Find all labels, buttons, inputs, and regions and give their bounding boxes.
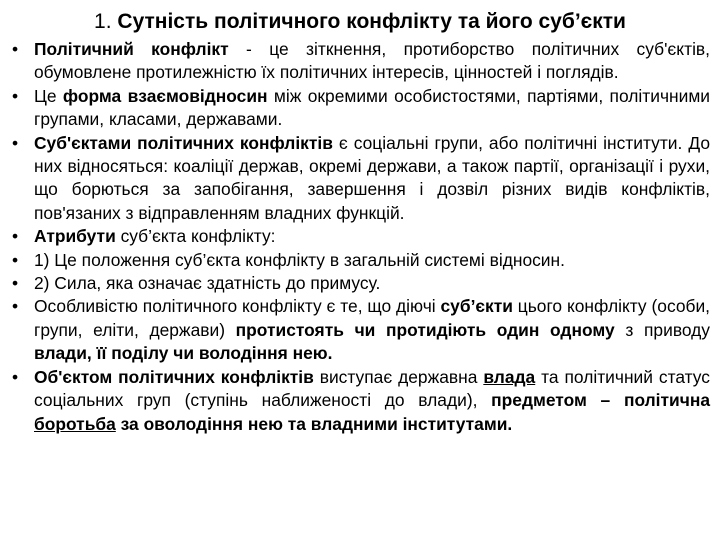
- term-power: влади, її поділу чи володіння нею.: [34, 343, 333, 364]
- bullet-item-peculiarity: [10, 295, 710, 365]
- bullet-icon: •: [12, 226, 19, 247]
- term-vlada: влада: [483, 366, 536, 387]
- bullet-item-object: [10, 366, 710, 436]
- bullet-icon: •: [12, 273, 19, 294]
- term-subject-matter: предметом – політична: [491, 390, 710, 411]
- title-text: Сутність політичного конфлікту та його суб’єкти: [117, 10, 626, 33]
- term-object: Об'єктом політичних конфліктів: [34, 366, 314, 387]
- term-subjects: Суб'єктами політичних конфліктів: [34, 132, 333, 153]
- term-attributes: Атрибути: [34, 226, 116, 247]
- text-segment: між окремими особистостями, партіями, політичними групами, класами, державами.: [34, 85, 711, 130]
- bullet-item-attribute-1: [10, 249, 710, 272]
- text-segment: є соціальні групи, або політичні інститути. До них відносяться: коаліції держав, окремі держави, а також партії, організації і рухи, що борються за запобігання, завершення і дозвіл різних видів конфліктів, пов'язаних з відправленням владних функцій.: [34, 132, 710, 223]
- bullet-item-attributes: [10, 225, 710, 248]
- text-segment: та політичний статус соціальних груп (ступінь наближеності до влади),: [34, 366, 710, 411]
- text-segment: цього конфлікту (особи, групи, еліти, держави): [34, 296, 711, 340]
- term-struggle: боротьба: [34, 413, 116, 434]
- term-political-conflict: Політичний конфлікт: [34, 39, 229, 59]
- bullet-icon: •: [12, 366, 19, 387]
- term-mastery: за оволодіння нею та владними інститутами.: [115, 413, 513, 434]
- text-segment: 1) Це положення суб’єкта конфлікту в загальній системі відносин.: [34, 249, 565, 270]
- bullet-item-subjects: [10, 132, 710, 226]
- bullet-item-attribute-2: [10, 272, 710, 295]
- text-segment: 2) Сила, яка означає здатність до примусу.: [34, 273, 381, 294]
- bullet-icon: •: [12, 132, 19, 153]
- title-number: 1.: [94, 10, 112, 33]
- text-segment: Це: [34, 85, 63, 106]
- slide-title: [0, 8, 720, 36]
- text-segment: суб’єкта конфлікту:: [115, 226, 276, 247]
- bullet-icon: •: [12, 249, 19, 270]
- bullet-list: [10, 38, 710, 436]
- text-segment: виступає державна: [313, 366, 484, 387]
- bullet-icon: •: [12, 39, 19, 59]
- definition-text: - це зіткнення, протиборство політичних суб'єктів, обумовлене протилежністю їх політичних інтересів, цінностей і поглядів.: [34, 39, 711, 83]
- bullet-item-political-conflict: [10, 38, 710, 85]
- term-form-of-relations: форма взаємовідносин: [62, 85, 268, 106]
- text-segment: з приводу: [614, 319, 710, 340]
- term-subjects-inline: суб’єкти: [440, 296, 513, 317]
- bullet-item-form-of-relations: [10, 85, 710, 132]
- bullet-icon: •: [12, 296, 19, 317]
- bullet-icon: •: [12, 85, 19, 106]
- term-oppose: протистоять чи протидіють один одному: [235, 319, 615, 340]
- text-segment: Особливістю політичного конфлікту є те, що діючі: [34, 296, 441, 317]
